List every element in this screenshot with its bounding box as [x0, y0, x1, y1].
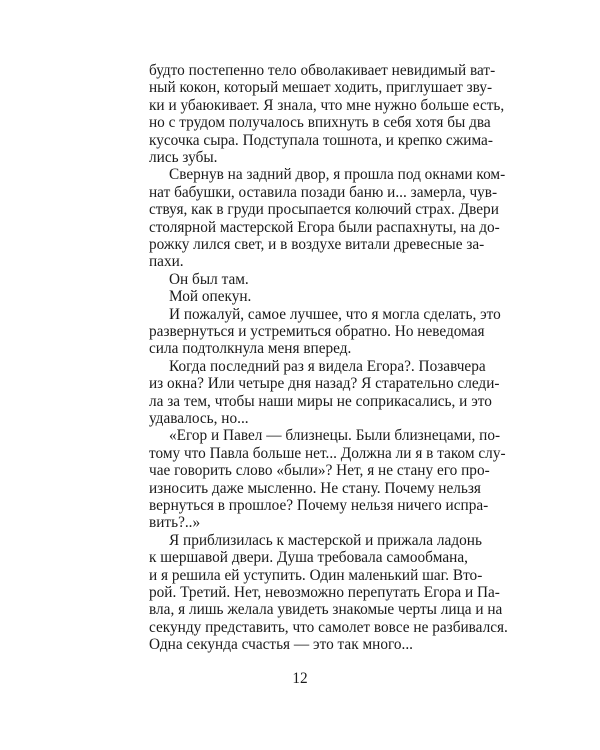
text-line: рой. Третий. Нет, невозможно перепутать Егора и Па- [149, 584, 500, 601]
text-line: «Егор и Павел — близнецы. Были близнецами, по- [169, 427, 501, 445]
text-line: кусочка сыра. Подступала тошнота, и крепко сжима- [149, 131, 493, 149]
text-line: вить?..» [149, 514, 201, 532]
text-line: Я приблизилась к мастерской и прижала ладонь [169, 531, 482, 549]
text-line: Когда последний раз я видела Егора?. Позавчера [169, 357, 486, 375]
text-line: ный кокон, который мешает ходить, приглушает зву- [149, 79, 493, 97]
text-line: лись зубы. [149, 149, 218, 166]
text-line: к шершавой двери. Душа требовала самообмана, [149, 549, 468, 567]
text-line: Он был там. [169, 270, 249, 288]
text-line: И пожалуй, самое лучшее, что я могла сделать, это [169, 305, 501, 323]
text-line: но с трудом получалось впихнуть в себя хотя бы два [149, 114, 491, 132]
text-line: сила подтолкнула меня вперед. [149, 340, 352, 358]
text-line: чае говорить слово «были»? Нет, я не стану его про- [149, 462, 490, 480]
text-line: Свернув на задний двор, я прошла под окнами ком- [169, 166, 506, 184]
text-line: ла за тем, чтобы наши миры не соприкасались, и это [149, 392, 492, 410]
page-number: 12 [292, 670, 308, 687]
text-line: Мой опекун. [169, 288, 252, 306]
text-line: Одна секунда счастья — это так много... [149, 636, 414, 654]
text-line: будто постепенно тело обволакивает невидимый ват- [149, 62, 496, 79]
text-line: износить даже мысленно. Не стану. Почему нельзя [149, 479, 481, 497]
text-line: ствуя, как в груди просыпается колючий страх. Двери [149, 201, 499, 219]
text-line: вла, я лишь желала увидеть знакомые черты лица и на [149, 601, 503, 619]
text-line: удавалось, но... [149, 410, 249, 427]
text-line: тому что Павла больше нет... Должна ли я в таком слу- [149, 444, 506, 462]
text-line: столярной мастерской Егора были распахнуты, на до- [149, 218, 500, 236]
text-line: пахи. [149, 253, 184, 271]
text-line: ки и убаюкивает. Я знала, что мне нужно больше есть, [149, 96, 505, 114]
text-line: вернуться в прошлое? Почему нельзя ничего испра- [149, 497, 489, 514]
text-line: из окна? Или четыре дня назад? Я старательно следи- [149, 375, 500, 393]
text-line: нат бабушки, оставила позади баню и... замерла, чув- [149, 183, 498, 201]
text-line: секунду представить, что самолет вовсе не разбивался. [149, 618, 508, 636]
text-line: развернуться и устремиться обратно. Но неведомая [149, 323, 485, 340]
text-line: рожку лился свет, и в воздухе витали древесные за- [149, 236, 485, 253]
text-line: и я решила ей уступить. Один маленький шаг. Вто- [149, 566, 483, 584]
